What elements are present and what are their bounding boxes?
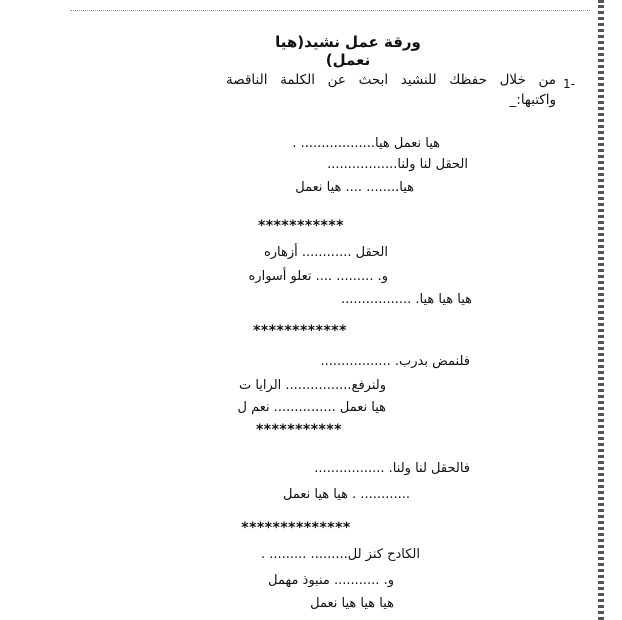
stanza-separator: *********** [255,422,343,438]
verse-line: فلنمض بدرب. ................. [320,354,470,369]
verse-line: الحقل ............ أزهاره [263,245,388,260]
stanza-separator: *********** [257,218,345,234]
verse-line: هيا نعمل ............... نعم ل [237,400,386,415]
top-dotted-border [70,10,590,11]
verse-line: هيا هيا هيا. ................. [341,292,472,307]
right-dotted-border [598,0,604,620]
verse-line: ولنرفع................ الرايا ت [238,378,386,393]
worksheet-title: ورقة عمل نشيد(هيا نعمل) [275,33,421,69]
stanza-separator: ************ [253,323,347,339]
verse-line: هيا هيا هيا نعمل [310,596,394,611]
question-number: 1- [563,77,575,91]
verse-line: و. ........... منبوذ مهمل [268,573,394,588]
question-instruction-line1: من خلال حفظك للنشيد ابحث عن الكلمة الناقصة [226,72,556,88]
question-instruction-line2: واكتبها:_ [509,92,556,108]
verse-line: هيا........ .... هيا نعمل [295,180,414,195]
verse-line: الكادح كنز لل......... ......... . [260,547,420,562]
verse-line: و. ......... .... تعلو أسواره [248,269,388,284]
verse-line: ............ . هيا هيا نعمل [283,487,410,502]
verse-line: فالحقل لنا ولنا. ................. [314,461,470,476]
stanza-separator: ************** [241,520,351,536]
verse-line: الحقل لنا ولنا................. [327,157,468,172]
verse-line: هيا نعمل هيا.................. . [292,136,440,151]
